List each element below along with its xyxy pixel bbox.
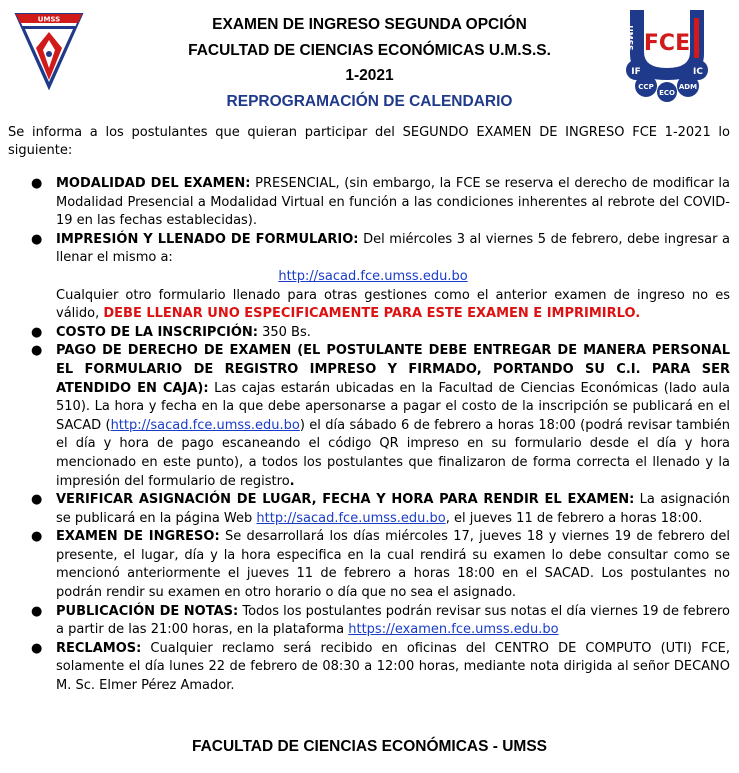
item-label: PUBLICACIÓN DE NOTAS: — [56, 603, 239, 619]
requirements-list — [0, 175, 730, 696]
list-item-impresion — [0, 231, 730, 324]
list-item-examen — [0, 528, 730, 602]
item-label: PAGO DE DERECHO DE EXAMEN (EL POSTULANTE DEBE ENTREGAR DE MANERA PERSONAL EL FORMULARIO DE REGISTRO IMPRESO Y FIRMADO, PORTANDO SU C.I. PARA SER ATENDIDO EN CAJA): — [56, 343, 730, 396]
item-text: La asignación se publicará en la página Web — [56, 492, 730, 526]
item-label: EXAMEN DE INGRESO: — [56, 529, 220, 545]
bullet-icon: ● — [31, 343, 43, 359]
bullet-icon: ● — [31, 176, 43, 191]
item-text: Cualquier reclamo será recibido en oficinas del CENTRO DE COMPUTO (UTI) FCE, solamente el día lunes 22 de febrero de 08:30 a 12:00 horas, mediante nota dirigida al señor DECANO M. Sc. Elmer Pérez Amador. — [56, 640, 730, 694]
item-text: 350 Bs. — [257, 324, 311, 340]
list-item-publicacion — [0, 603, 730, 640]
bullet-icon: ● — [31, 231, 43, 247]
title-line-3: 1-2021 — [345, 67, 394, 84]
subtitle: REPROGRAMACIÓN DE CALENDARIO — [226, 92, 513, 110]
list-item-pago — [0, 342, 730, 491]
item-text-2: ) el día sábado 6 de febrero a horas 18:00 (podrá revisar también el día y hora de pago escaneando el código QR impreso en su formulario desde el día y hora mencionado en este punto), a todos los postulantes que finalizaron de forma correcta el llenado y la impresión del formulario de registro — [56, 417, 730, 489]
sacad-link[interactable]: http://sacad.fce.umss.edu.bo — [110, 417, 300, 433]
bullet-icon: ● — [31, 603, 43, 619]
bubble-if: IF — [631, 67, 641, 77]
document-header — [110, 12, 629, 114]
item-text: PRESENCIAL, (sin embargo, la FCE se reserva el derecho de modificar la Modalidad Presencial a Modalidad Virtual en función a las condiciones inherentes al rebrote del COVID-19 en las fechas establecidas). — [56, 176, 730, 229]
fce-logo-umss-text: UMSS — [625, 25, 634, 51]
item-text: Las cajas estarán ubicadas en la Facultad de Ciencias Económicas (lado aula 510). La hora y fecha en la que debe apersonarse a pagar el costo de la inscripción se publicará en el SACAD ( — [56, 380, 730, 433]
bullet-icon: ● — [31, 492, 43, 508]
title-line-1: EXAMEN DE INGRESO SEGUNDA OPCIÓN — [212, 16, 527, 33]
bubble-ccp: CCP — [638, 83, 654, 91]
fce-logo — [622, 8, 712, 102]
bullet-icon: ● — [31, 529, 43, 545]
footer-signature: FACULTAD DE CIENCIAS ECONÓMICAS - UMSS — [191, 738, 548, 755]
fce-logo-fce-text: FCE — [643, 31, 691, 56]
item-label: VERIFICAR ASIGNACIÓN DE LUGAR, FECHA Y HORA PARA RENDIR EL EXAMEN: — [56, 492, 635, 508]
list-item-modalidad — [0, 175, 730, 231]
sacad-link[interactable]: http://sacad.fce.umss.edu.bo — [278, 268, 468, 284]
item-label: RECLAMOS: — [56, 640, 142, 656]
warning-text: DEBE LLENAR UNO ESPECIFICAMENTE PARA ESTE EXAMEN E IMPRIMIRLO. — [103, 306, 641, 322]
item-text: Se desarrollará los días miércoles 17, jueves 18 y viernes 19 de febrero del presente, el lugar, día y la hora especifica en la cual rendirá su examen lo debe consultar como se mencionó anteriormente el jueves 11 de febrero a horas 18:00 en el SACAD. Los postulantes no podrán rendir su examen en otro horario o día que no sea el asignado. — [56, 529, 730, 601]
item-text: Del miércoles 3 al viernes 5 de febrero, debe ingresar a llenar el mismo a: — [56, 231, 730, 266]
bullet-icon: ● — [31, 640, 43, 656]
umss-logo-text: UMSS — [37, 15, 61, 24]
umss-logo — [12, 10, 86, 90]
title-line-2: FACULTAD DE CIENCIAS ECONÓMICAS U.M.S.S. — [188, 41, 551, 59]
item-label: MODALIDAD DEL EXAMEN: — [56, 176, 251, 191]
list-item-reclamos — [0, 640, 730, 696]
item-end: . — [289, 473, 295, 489]
item-text-2: Cualquier otro formulario llenado para otras gestiones como el anterior examen de ingreso no es válido, — [56, 287, 730, 322]
item-text: Todos los postulantes podrán revisar sus notas el día viernes 19 de febrero a partir de las 21:00 horas, en la plataforma — [56, 603, 730, 638]
list-item-costo — [0, 324, 730, 343]
bubble-ic: IC — [693, 67, 703, 77]
bubble-eco: ECO — [659, 89, 675, 97]
item-label: IMPRESIÓN Y LLENADO DE FORMULARIO: — [56, 231, 359, 247]
bubble-adm: ADM — [678, 83, 698, 91]
item-text-2: , el jueves 11 de febrero a horas 18:00. — [445, 510, 703, 526]
bullet-icon: ● — [31, 324, 43, 340]
item-label: COSTO DE LA INSCRIPCIÓN: — [56, 324, 258, 340]
sacad-link[interactable]: http://sacad.fce.umss.edu.bo — [256, 510, 446, 526]
examen-link[interactable]: https://examen.fce.umss.edu.bo — [348, 622, 559, 638]
list-item-verificar — [0, 491, 730, 528]
intro-paragraph: Se informa a los postulantes que quieran participar del SEGUNDO EXAMEN DE INGRESO FCE 1-2021 lo siguiente: — [8, 125, 730, 158]
